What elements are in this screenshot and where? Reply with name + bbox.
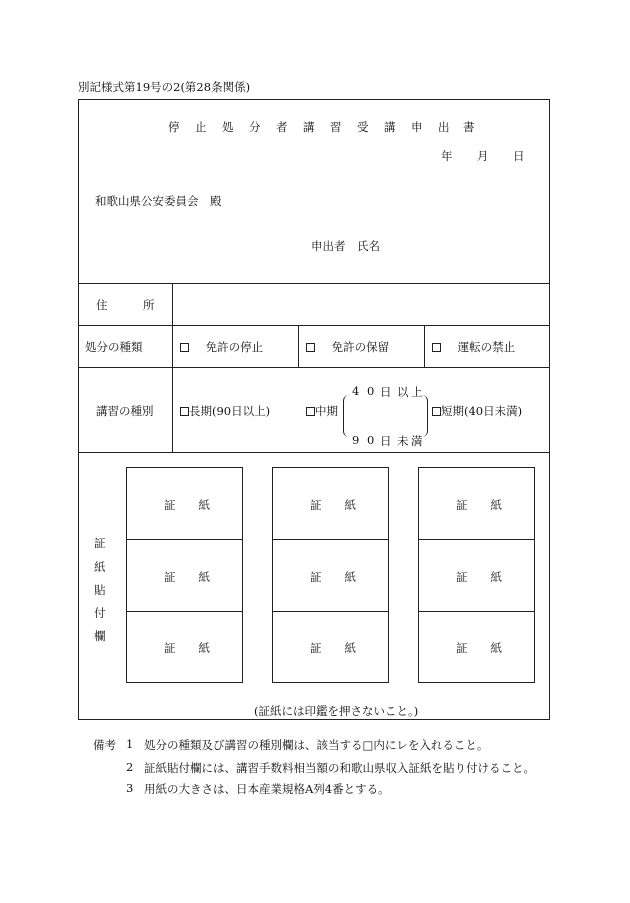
option-label: 運転の禁止	[457, 340, 516, 354]
date-year-label: 年	[441, 149, 453, 163]
row-divider	[78, 367, 550, 368]
title-char: 者	[276, 120, 288, 134]
stamp-area-label-char: 紙	[94, 560, 106, 574]
disposition-option-suspension[interactable]	[180, 339, 263, 355]
checkbox[interactable]	[432, 407, 441, 416]
checkbox[interactable]	[432, 343, 441, 352]
checkbox[interactable]	[306, 407, 315, 416]
checkbox[interactable]	[180, 343, 189, 352]
course-option-middle[interactable]	[306, 403, 338, 419]
stamp-slot[interactable]: 証 紙	[310, 570, 356, 584]
stamp-area-label-char: 証	[94, 536, 106, 550]
disposition-label: 処分の種類	[85, 340, 143, 354]
stamp-slot[interactable]: 証 紙	[164, 641, 210, 655]
option-label: 長期(90日以上)	[189, 404, 271, 418]
stamp-slot[interactable]: 証 紙	[310, 498, 356, 512]
applicant-name-label: 申出者 氏名	[311, 239, 380, 253]
title-char: 申	[411, 120, 423, 134]
remark-number: 3	[126, 781, 134, 795]
addressee: 和歌山県公安委員会 殿	[95, 194, 222, 208]
title-char: 習	[330, 120, 342, 134]
course-option-long[interactable]	[180, 403, 270, 419]
row-divider	[78, 283, 550, 284]
option-label: 短期(40日未満)	[441, 404, 523, 418]
column-divider	[172, 283, 173, 452]
column-divider	[424, 325, 425, 367]
remark-text: 用紙の大きさは、日本産業規格A列4番とする。	[144, 782, 390, 796]
title-char: 停	[168, 120, 180, 134]
date-day-label: 日	[513, 149, 525, 163]
option-label: 中期	[315, 404, 338, 418]
remark-text: 証紙貼付欄には、講習手数料相当額の和歌山県収入証紙を貼り付けること。	[144, 761, 535, 775]
remark-text: 処分の種類及び講習の種別欄は、該当する□内にレを入れること。	[144, 738, 489, 752]
remark-number: 2	[126, 760, 134, 774]
title-char: 出	[438, 120, 450, 134]
title-char: 講	[384, 120, 396, 134]
stamp-area-label-char: 貼	[94, 583, 106, 597]
address-label-char: 所	[143, 298, 155, 312]
row-divider	[78, 452, 550, 453]
stamp-slot[interactable]: 証 紙	[164, 498, 210, 512]
checkbox[interactable]	[180, 407, 189, 416]
left-bracket	[343, 395, 349, 437]
stamp-slot[interactable]: 証 紙	[456, 498, 502, 512]
title-char: 処	[222, 120, 234, 134]
remark-number: 1	[126, 737, 134, 751]
stamp-area-label-char: 欄	[94, 629, 106, 643]
course-option-short[interactable]	[432, 403, 522, 419]
course-label: 講習の種別	[96, 404, 154, 418]
title-char: 止	[195, 120, 207, 134]
stamp-slot[interactable]: 証 紙	[456, 570, 502, 584]
stamp-column	[272, 467, 389, 683]
stamp-column	[418, 467, 535, 683]
stamp-slot[interactable]: 証 紙	[310, 641, 356, 655]
disposition-option-hold[interactable]	[306, 339, 389, 355]
column-divider	[298, 325, 299, 367]
stamp-area-label-char: 付	[94, 606, 106, 620]
stamp-slot[interactable]: 証 紙	[164, 570, 210, 584]
title-char: 受	[357, 120, 369, 134]
stamp-note: (証紙には印鑑を押さないこと。)	[254, 704, 419, 718]
title-char: 書	[463, 120, 475, 134]
option-label: 免許の停止	[205, 340, 264, 354]
option-label: 免許の保留	[331, 340, 390, 354]
disposition-option-driving-ban[interactable]	[432, 339, 515, 355]
remarks-heading: 備考	[93, 738, 116, 752]
stamp-slot[interactable]: 証 紙	[456, 641, 502, 655]
row-divider	[78, 325, 550, 326]
address-label-char: 住	[96, 298, 108, 312]
right-bracket	[422, 395, 428, 437]
address-field[interactable]	[174, 285, 548, 323]
date-month-label: 月	[477, 149, 489, 163]
checkbox[interactable]	[306, 343, 315, 352]
stamp-column	[126, 467, 243, 683]
title-char: 講	[303, 120, 315, 134]
form-number: 別記様式第19号の2(第28条関係)	[78, 80, 251, 94]
title-char: 分	[249, 120, 261, 134]
